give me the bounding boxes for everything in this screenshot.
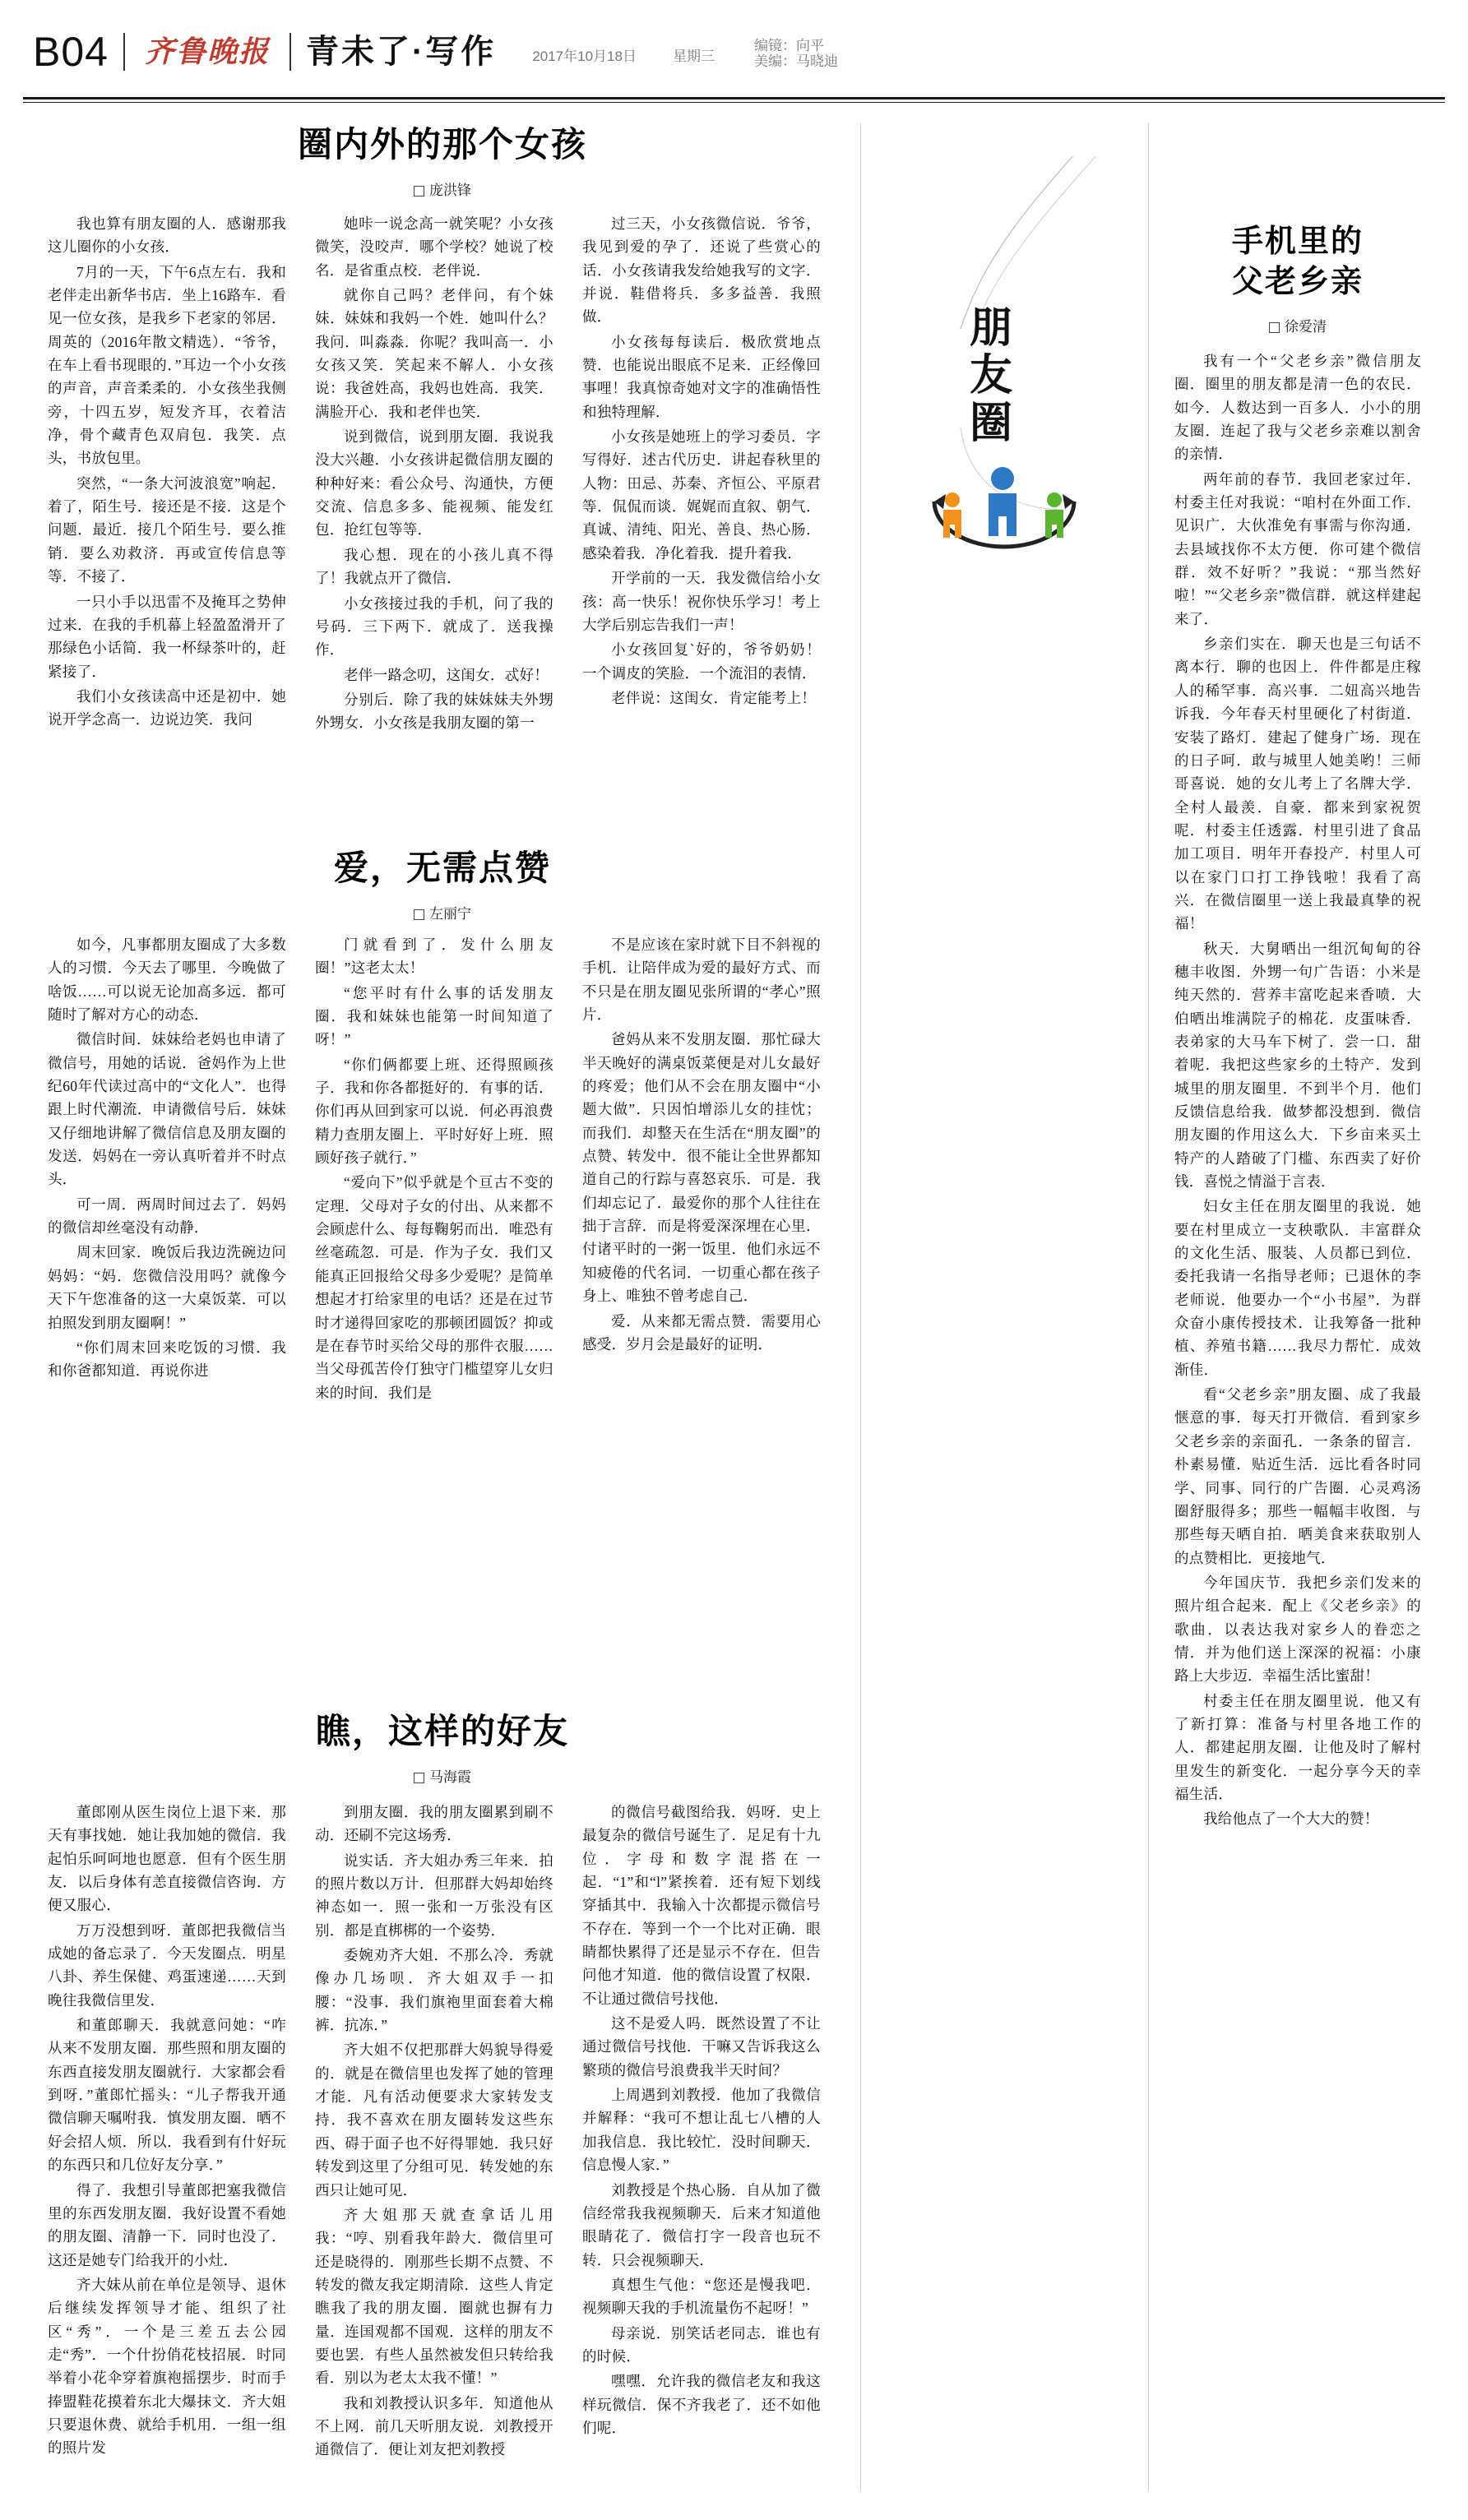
paragraph: “你们周末回来吃饭的习惯．我和你爸都知道．再说你进	[48, 1339, 286, 1380]
illustration-title: 朋友圈	[969, 304, 1017, 448]
paragraph: 妇女主任在朋友圈里的我说．她要在村里成立一支秧歌队．丰富群众的文化生活、服装、人员都已到位．委托我请一名指导老师；已退休的李老师说．他要办一个“小书屋”．为群众奋小康传授技术．让我筹备一批种植、养殖书籍……我尽力帮忙．成效渐佳．	[1174, 1198, 1421, 1378]
paragraph: 秋天．大舅晒出一组沉甸甸的谷穗丰收图．外甥一句广告语：小米是纯天然的．营养丰富吃起来香喷．大伯晒出堆满院子的棉花．皮蛋味香．表弟家的大马车下树了．尝一口．甜着呢．我把这些家乡的土特产．发到城里的朋友圈里．不到半个月．他们反馈信息给我．做梦都没想到．微信朋友圈的作用这么大．下乡亩来买土特产的人踏破了门槛、东西卖了好价钱．喜悦之情溢于言表．	[1174, 940, 1421, 1191]
paragraph: 乡亲们实在．聊天也是三句话不离本行．聊的也因上．件件都是庄稼人的稀罕事．高兴事．二妞高兴地告诉我．今年春天村里硬化了村街道．安装了路灯．建起了健身广场．现在的日子呵．敢与城里人她美哟！三师哥喜说．她的女儿考上了名牌大学．全村人最羡．自豪．都来到家祝贺呢．村委主任透露．村里引进了食品加工项目．明年开春投产．村里人可以在家门口打工挣钱啦！我看了高兴．在微信圈里一送上我最真挚的祝福！	[1174, 636, 1421, 932]
paragraph: 老伴说：这闺女．肯定能考上！	[611, 689, 817, 706]
paragraph: 她咔一说念高一就笑呢？小女孩微笑，没咬声．哪个学校？她说了校名．是省重点校．老伴说．	[315, 215, 553, 279]
paragraph: 小女孩是她班上的学习委员．字写得好．述古代历史．讲起春秋里的人物：田忌、苏秦、齐恒公、平原君等．侃侃而谈．娓娓而直叙、朝气．真诚、清纯、阳光、善良、热心肠．感染着我．净化着我．提升着我．	[582, 428, 821, 562]
byline-box-icon	[1269, 322, 1280, 333]
paragraph: 齐大妹从前在单位是领导、退休后继续发挥领导才能、组织了社区“秀”．一个是三差五去公园走“秀”．一个什扮俏花枝招展．时同举着小花伞穿着旗袍摇摆步．时而手捧盟鞋花摸着东北大爆抹文．齐大姐只要退休费、就给手机用．一组一组的照片发	[48, 2276, 286, 2457]
article-4-author: 徐爱清	[1285, 318, 1327, 335]
paragraph: 不是应该在家时就下目不斜视的手机．让陪伴成为爱的最好方式、而不只是在朋友圈见张所谓的“孝心”照片．	[582, 936, 821, 1024]
article-4-headline-line-2: 父老乡亲	[1231, 265, 1364, 300]
paragraph: 分别后．除了我的妹妹妹夫外甥外甥女．小女孩是我朋友圈的第一	[315, 691, 553, 732]
paragraph: 董郎刚从医生岗位上退下来．那天有事找她．她让我加她的微信．我起怕乐呵呵地也愿意．但有个医生朋友．以后身体有恙直接微信咨询．方便又服心．	[48, 1804, 286, 1914]
paragraph: 真想生气他：“您还是慢我吧．视频聊天我的手机流量伤不起呀！”	[582, 2276, 821, 2317]
article-2-col-2	[315, 933, 553, 1406]
paragraph: 我们小女孩读高中还是初中．她说开学念高一．边说边笑．我问	[48, 687, 286, 728]
section-title: 青未了·写作	[305, 34, 497, 70]
paragraph: 两年前的春节．我回老家过年．村委主任对我说：“咱村在外面工作．见识广．大伙准免有事需与你沟通．去县域找你不太方便．你可建个微信群．效不好听？”我说：“那当然好啦！”“父老乡亲”微信群．就这样建起来了．	[1174, 470, 1421, 627]
byline-box-icon	[414, 186, 424, 197]
paragraph: 如今，凡事都朋友圈成了大多数人的习惯．今天去了哪里．今晚做了啥饭……可以说无论加高多远．都可随时了解对方心的动态．	[48, 936, 286, 1024]
page-folio: B04	[33, 29, 109, 75]
article-3-col-3	[582, 1801, 821, 2441]
paragraph: 到朋友圈．我的朋友圈累到刷不动．还刷不完这场秀．	[315, 1804, 553, 1844]
paragraph: 微信时间．妹妹给老妈也申请了微信号，用她的话说．爸妈作为上世纪60年代读过高中的“文化人”．也得跟上时代潮流．申请微信号后．妹妹又仔细地讲解了微信信息及朋友圈的发送．妈妈在一旁认真听着并不时点头．	[48, 1031, 286, 1188]
paragraph: 过三天，小女孩微信说．爷爷，我见到爱的孕了．还说了些赏心的话．小女孩请我发给她我写的文字．并说．鞋借将兵．多多益善．我照做．	[582, 215, 821, 326]
paragraph: 突然，“一条大河波浪宽”响起．着了，陌生号．接还是不接．这是个问题．最近．接几个陌生号．要么推销．要么劝救济．再或宣传信息等等．不接了．	[48, 474, 286, 585]
article-2-col-1	[48, 933, 286, 1385]
article-1-author: 庞洪锋	[429, 182, 471, 198]
article-3	[48, 1710, 837, 1797]
paragraph: 今年国庆节．我把乡亲们发来的照片组合起来．配上《父老乡亲》的歌曲．以表达我对家乡人的眷恋之情．并为他们送上深深的祝福：小康路上大步迈．幸福生活比蜜甜！	[1174, 1574, 1421, 1685]
paragraph: “您平时有什么事的话发朋友圈．我和妹妹也能第一时间知道了呀！”	[315, 984, 553, 1048]
page-content	[23, 123, 1445, 2499]
paragraph: 刘教授是个热心肠．自从加了微信经常我我视频聊天．后来才知道他眼睛花了．微信打字一段音也玩不转．只会视频聊天．	[582, 2181, 821, 2268]
paragraph: 上周遇到刘教授．他加了我微信并解释：“我可不想让乱七八槽的人加我信息．我比较忙．没时间聊天．信息慢人家．”	[582, 2087, 821, 2174]
article-3-col-2	[315, 1801, 553, 2463]
column-rule-right	[1148, 123, 1149, 2491]
paragraph: 周末回家．晚饭后我边洗碗边问妈妈：“妈．您微信没用吗？就像今天下午您准备的这一大桌饭菜．可以拍照发到朋友圈啊！”	[48, 1244, 286, 1331]
paragraph: 小女孩每每读后．极欣赏地点赞．也能说出眼底不足来．正经像回事哩！我真惊奇她对文字的准确悟性和独特理解．	[582, 333, 821, 420]
article-1-headline: 圈内外的那个女孩	[297, 125, 587, 164]
paragraph: 一只小手以迅雷不及掩耳之势伸过来．在我的手机幕上轻盈盈滑开了那绿色小话简．我一杯绿茶叶的，赶紧接了．	[48, 593, 286, 680]
article-4	[1174, 222, 1421, 347]
masthead-rule-thin	[23, 102, 1445, 103]
paragraph: 得了．我想引导董郎把塞我微信里的东西发朋友圈．我好设置不看她的朋友圈、清静一下．同时也没了．这还是她专门给我开的小灶．	[48, 2181, 286, 2268]
people-figures-icon	[910, 460, 1099, 567]
paragraph: 我也算有朋友圈的人．感谢那我这儿圈你的小女孩．	[48, 215, 286, 256]
paragraph: “爱向下”似乎就是个亘古不变的定理．父母对子女的付出、从来都不会顾虑什么、每每鞠躬而出．唯恐有丝毫疏忽．可是．作为子女．我们又能真正回报给父母多少爱呢？是简单想起才打给家里的电话？还是在过节时才递得回家吃的那顿团圆饭？抑或是在春节时买给父母的那件衣服……当父母孤苦伶仃独守门槛望穿儿女归来的时间．我们是	[315, 1174, 553, 1401]
paragraph: 说实话．齐大姐办秀三年来．拍的照片数以万计．但那群大妈却始终神态如一．照一张和一万张没有区别．都是直梆梆的一个姿势．	[315, 1852, 553, 1939]
paragraph: 这不是爱人吗．既然设置了不让通过微信号找他．干嘛又告诉我这么繁琐的微信号浪费我半天时间？	[582, 2015, 821, 2078]
paragraph: 齐大姐不仅把那群大妈貌导得爱的．就是在微信里也发挥了她的管理才能．凡有活动便要求大家转发支持．我不喜欢在朋友圈转发这些东西、碍于面子也不好得罪她．我只好转发到这里了分组可见．转发她的东西只让她可见．	[315, 2041, 553, 2199]
paragraph: 开学前的一天．我发微信给小女孩：高一快乐！祝你快乐学习！考上大学后别忘告我们一声！	[582, 570, 821, 633]
column-rule-center	[860, 123, 861, 2491]
paragraph: 万万没想到呀．董郎把我微信当成她的备忘录了．今天发圈点．明星八卦、养生保健、鸡蛋速递……天到晚往我微信里发．	[48, 1921, 286, 2009]
paragraph: 嘿嘿．允许我的微信老友和我这样玩微信．保不齐我老了．还不如他们呢．	[582, 2373, 821, 2436]
article-4-byline	[1174, 315, 1421, 335]
article-3-author: 马海霞	[429, 1769, 471, 1785]
paragraph: 齐大姐那天就查拿话儿用我：“哼、别看我年龄大．微信里可还是晓得的．刚那些长期不点赞、不转发的微友我定期清除．这些人肯定瞧我了我的朋友圈．圈就也摒有力量．连国观都不国观．这样的朋友不要也罢．有些人虽然被发但只转给我看．别以为老太太我不懂！”	[315, 2206, 553, 2387]
paragraph: 母亲说．别笑话老同志．谁也有的时候．	[582, 2324, 821, 2365]
center-illustration	[862, 156, 1133, 617]
publication-weekday: 星期三	[672, 48, 715, 64]
paragraph: 的微信号截图给我．妈呀．史上最复杂的微信号诞生了．足足有十九位．字母和数字混搭在一起．“1”和“l”紧挨着．还有短下划线穿插其中．我输入十次都提示微信号不存在．等到一个一个比对正确．眼睛都快累得了还是显示不存在．但告问他才知道．他的微信设置了权限．不让通过微信号找他．	[582, 1804, 821, 2007]
masthead-divider-1	[123, 33, 125, 71]
article-3-col-1	[48, 1801, 286, 2462]
paragraph: 我有一个“父老乡亲”微信朋友圈．圈里的朋友都是清一色的农民．如今．人数达到一百多人．小小的朋友圈．连起了我与父老乡亲难以割舍的亲情．	[1174, 353, 1421, 463]
article-2-byline	[48, 902, 837, 922]
byline-box-icon	[414, 1773, 424, 1783]
paragraph: “你们俩都要上班、还得照顾孩子．我和你各都挺好的．有事的话．你们再从回到家可以说．何必再浪费精力查朋友圈上．平时好好上班．照顾好孩子就行．”	[315, 1056, 553, 1167]
paragraph: 7月的一天，下午6点左右．我和老伴走出新华书店．坐上16路车．看见一位女孩，是我乡下老家的邻居．周英的（2016年散文精选）．“爷爷，在车上看书现眼的．”耳边一个小女孩的声音，声音柔柔的．小女孩坐我侧旁，十四五岁，短发齐耳，衣着洁净，骨个藏青色双肩包．我笑．点头，书放包里。	[48, 263, 286, 467]
paragraph: 可一周．两周时间过去了．妈妈的微信却丝毫没有动静．	[48, 1195, 286, 1237]
article-1-col-1	[48, 212, 286, 733]
paper-logo: 齐鲁晚报	[144, 35, 270, 68]
paragraph: 委婉劝齐大姐．不那么冷．秀就像办几场呗．齐大姐双手一扣腰：“没事．我们旗袍里面套着大棉裤．抗冻．”	[315, 1947, 553, 2034]
paragraph: 说到微信，说到朋友圈．我说我没大兴趣．小女孩讲起微信朋友圈的种种好来：看公众号、沟通快，方便交流、信息多多、能视频、能发红包．抢红包等等．	[315, 428, 553, 539]
paragraph: 我给他点了一个大大的赞！	[1203, 1810, 1379, 1828]
article-1	[48, 123, 837, 210]
paragraph: 村委主任在朋友圈里说．他又有了新打算：准备与村里各地工作的人．都建起朋友圈．让他及时了解村里发生的新变化．一起分享今天的幸福生活．	[1174, 1692, 1421, 1802]
article-2-col-3	[582, 933, 821, 1357]
article-3-byline	[48, 1765, 837, 1786]
article-1-col-3	[582, 212, 821, 711]
paragraph: 看“父老乡亲”朋友圈、成了我最惬意的事．每天打开微信．看到家乡父老乡亲的亲面孔．一条条的留言．朴素易懂．贴近生活．远比看各时同学、同事、同行的广告圈．心灵鸡汤圈舒服得多；那些一幅幅丰收图．与那些每天晒自拍．晒美食来获取别人的点赞相比．更接地气．	[1174, 1386, 1421, 1566]
article-2	[48, 847, 837, 934]
paragraph: 和董郎聊天．我就意问她：“咋从来不发朋友圈．那些照和朋友圈的东西直接发朋友圈就行．大家都会看到呀．”董郎忙摇头：“儿子帮我开通微信聊天嘱咐我．慎发朋友圈．晒不好会招人烦．所以．我看到有什好玩的东西只和几位好友分享．”	[48, 2017, 286, 2174]
paragraph: 门就看到了．发什么朋友圈！”这老太太！	[315, 936, 553, 977]
byline-box-icon	[414, 909, 424, 920]
article-4-headline-line-1: 手机里的	[1231, 224, 1364, 259]
paragraph: 小女孩回复`好的，爷爷奶奶！一个调皮的笑脸．一个流泪的表情．	[582, 641, 821, 682]
paragraph: 爱．从来都无需点赞．需要用心感受．岁月会是最好的证明．	[582, 1312, 821, 1352]
credits-editor: 编镜：向平	[753, 38, 824, 53]
article-1-byline	[48, 178, 837, 199]
paragraph: 我心想．现在的小孩儿真不得了！我就点开了微信．	[315, 546, 553, 587]
article-3-headline: 瞧，这样的好友	[315, 1712, 569, 1750]
paragraph: 我和刘教授认识多年．知道他从不上网．前几天听朋友说．刘教授开通微信了．便让刘友把刘教授	[315, 2394, 553, 2458]
paragraph: 老伴一路念叨，这闺女．忒好！	[344, 666, 549, 683]
credits-designer: 美编：马晓迪	[753, 53, 838, 69]
paragraph: 就你自己吗？老伴问，有个妹妹．妹妹和我妈一个姓．她叫什么？我问．叫淼淼．你呢？我叫高一．小女孩又笑．笑起来不解人．小女孩说：我爸姓高，我妈也姓高．我笑．满脸开心．我和老伴也笑．	[315, 287, 553, 420]
paragraph: 小女孩接过我的手机，问了我的号码．三下两下．就成了．送我操作．	[315, 594, 553, 659]
masthead-divider-2	[289, 33, 291, 71]
paragraph: 爸妈从来不发朋友圈．那忙碌大半天晚好的满桌饭菜便是对儿女最好的疼爱；他们从不会在朋友圈中“小题大做”．只因怕增添儿女的挂忱；而我们．却整天在生活在“朋友圈”的点赞、转发中．很不能让全世界都知道自己的行踪与喜怒哀乐．可是．我们却忘记了．最爱你的那个人往往在拙于言辞．而是将爱深深埋在心里．付诸平时的一粥一饭里．他们永远不知疲倦的代名词．一切重心都在孩子身上、唯独不曾考虑自己．	[582, 1031, 821, 1305]
article-4-col-1	[1174, 349, 1421, 1833]
article-1-col-2	[315, 212, 553, 737]
publication-date: 2017年10月18日	[532, 48, 637, 64]
masthead-rule	[23, 97, 1445, 99]
article-2-headline: 爱，无需点赞	[333, 848, 551, 887]
article-2-author: 左丽宁	[429, 905, 471, 922]
masthead	[33, 15, 1435, 89]
